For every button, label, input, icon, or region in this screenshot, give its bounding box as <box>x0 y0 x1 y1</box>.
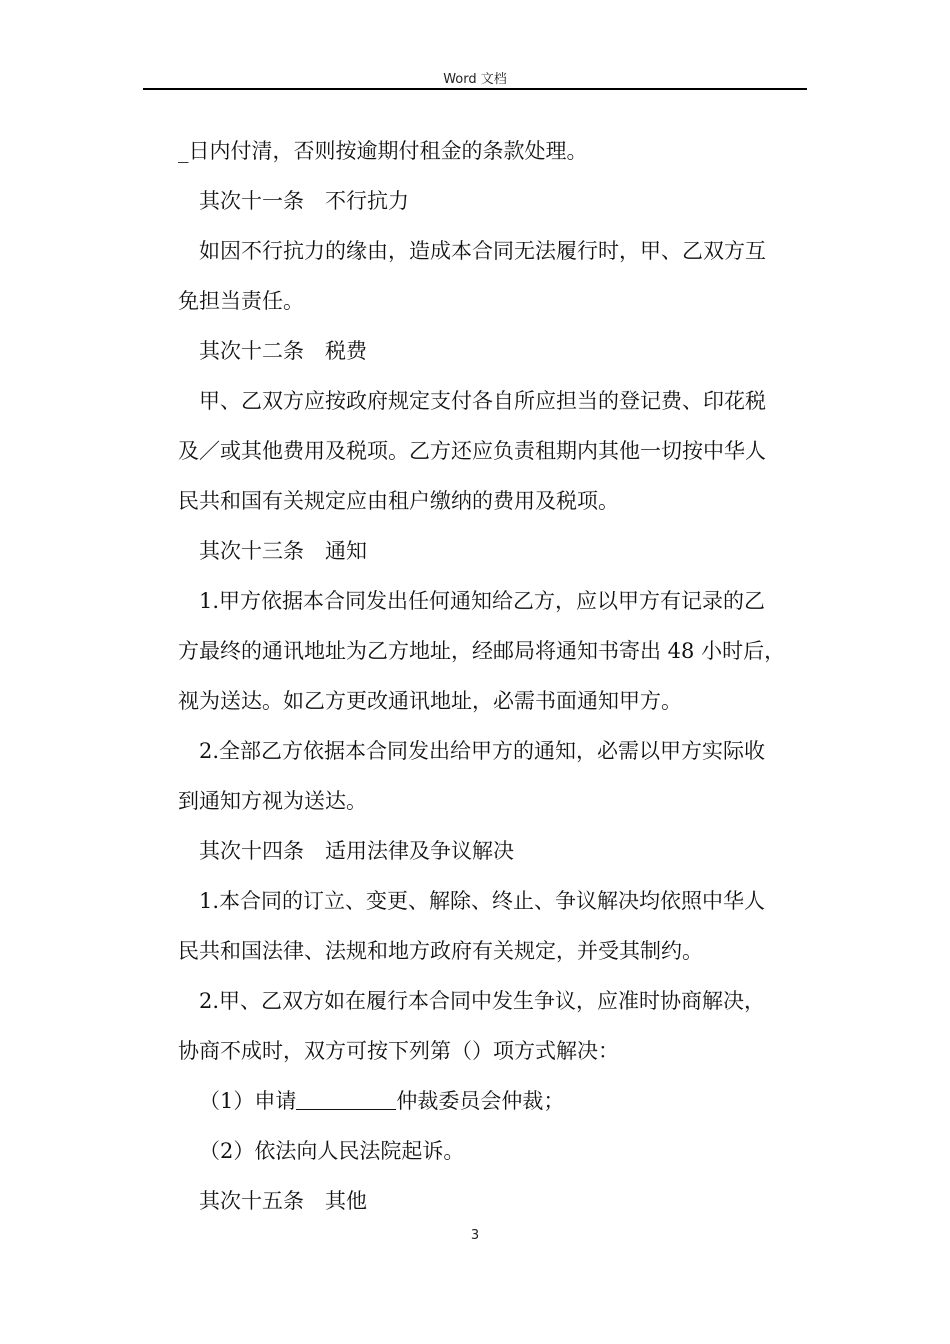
paragraph-line: 视为送达。如乙方更改通讯地址，必需书面通知甲方。 <box>178 689 682 713</box>
paragraph-line: 1.甲方依据本合同发出任何通知给乙方，应以甲方有记录的乙 <box>199 589 766 613</box>
article-heading: 其次十二条 税费 <box>199 339 367 363</box>
paragraph-line: 到通知方视为送达。 <box>178 789 367 813</box>
paragraph-line: 协商不成时，双方可按下列第（）项方式解决： <box>178 1039 619 1063</box>
option-prefix: （1）申请 <box>199 1089 297 1113</box>
paragraph-line: 2.甲、乙双方如在履行本合同中发生争议，应准时协商解决， <box>199 989 766 1013</box>
paragraph-line: 免担当责任。 <box>178 289 304 313</box>
article-heading: 其次十三条 通知 <box>199 539 367 563</box>
option-line: （2）依法向人民法院起诉。 <box>199 1139 465 1163</box>
option-line <box>178 1076 808 1126</box>
page-number: 3 <box>470 1228 480 1243</box>
paragraph-line: 及／或其他费用及税项。乙方还应负责租期内其他一切按中华人 <box>178 439 766 463</box>
paragraph-line: 2.全部乙方依据本合同发出给甲方的通知，必需以甲方实际收 <box>199 739 766 763</box>
paragraph-line: 民共和国有关规定应由租户缴纳的费用及税项。 <box>178 489 619 513</box>
paragraph-line: 方最终的通讯地址为乙方地址，经邮局将通知书寄出 48 小时后， <box>178 639 786 663</box>
paragraph-line: 甲、乙双方应按政府规定支付各自所应担当的登记费、印花税 <box>199 389 766 413</box>
header-divider <box>143 88 807 90</box>
article-heading: 其次十四条 适用法律及争议解决 <box>199 839 514 863</box>
paragraph-line: 民共和国法律、法规和地方政府有关规定，并受其制约。 <box>178 939 703 963</box>
page-header-title: Word 文档 <box>443 72 507 87</box>
paragraph-line: 如因不行抗力的缘由，造成本合同无法履行时，甲、乙双方互 <box>199 239 766 263</box>
document-body <box>178 126 808 1226</box>
paragraph-line: _日内付清，否则按逾期付租金的条款处理。 <box>178 139 588 163</box>
fill-in-blank <box>296 1089 396 1110</box>
option-suffix: 仲裁委员会仲裁； <box>396 1089 565 1113</box>
article-heading: 其次十一条 不行抗力 <box>199 189 409 213</box>
article-heading: 其次十五条 其他 <box>199 1189 367 1213</box>
paragraph-line: 1.本合同的订立、变更、解除、终止、争议解决均依照中华人 <box>199 889 766 913</box>
